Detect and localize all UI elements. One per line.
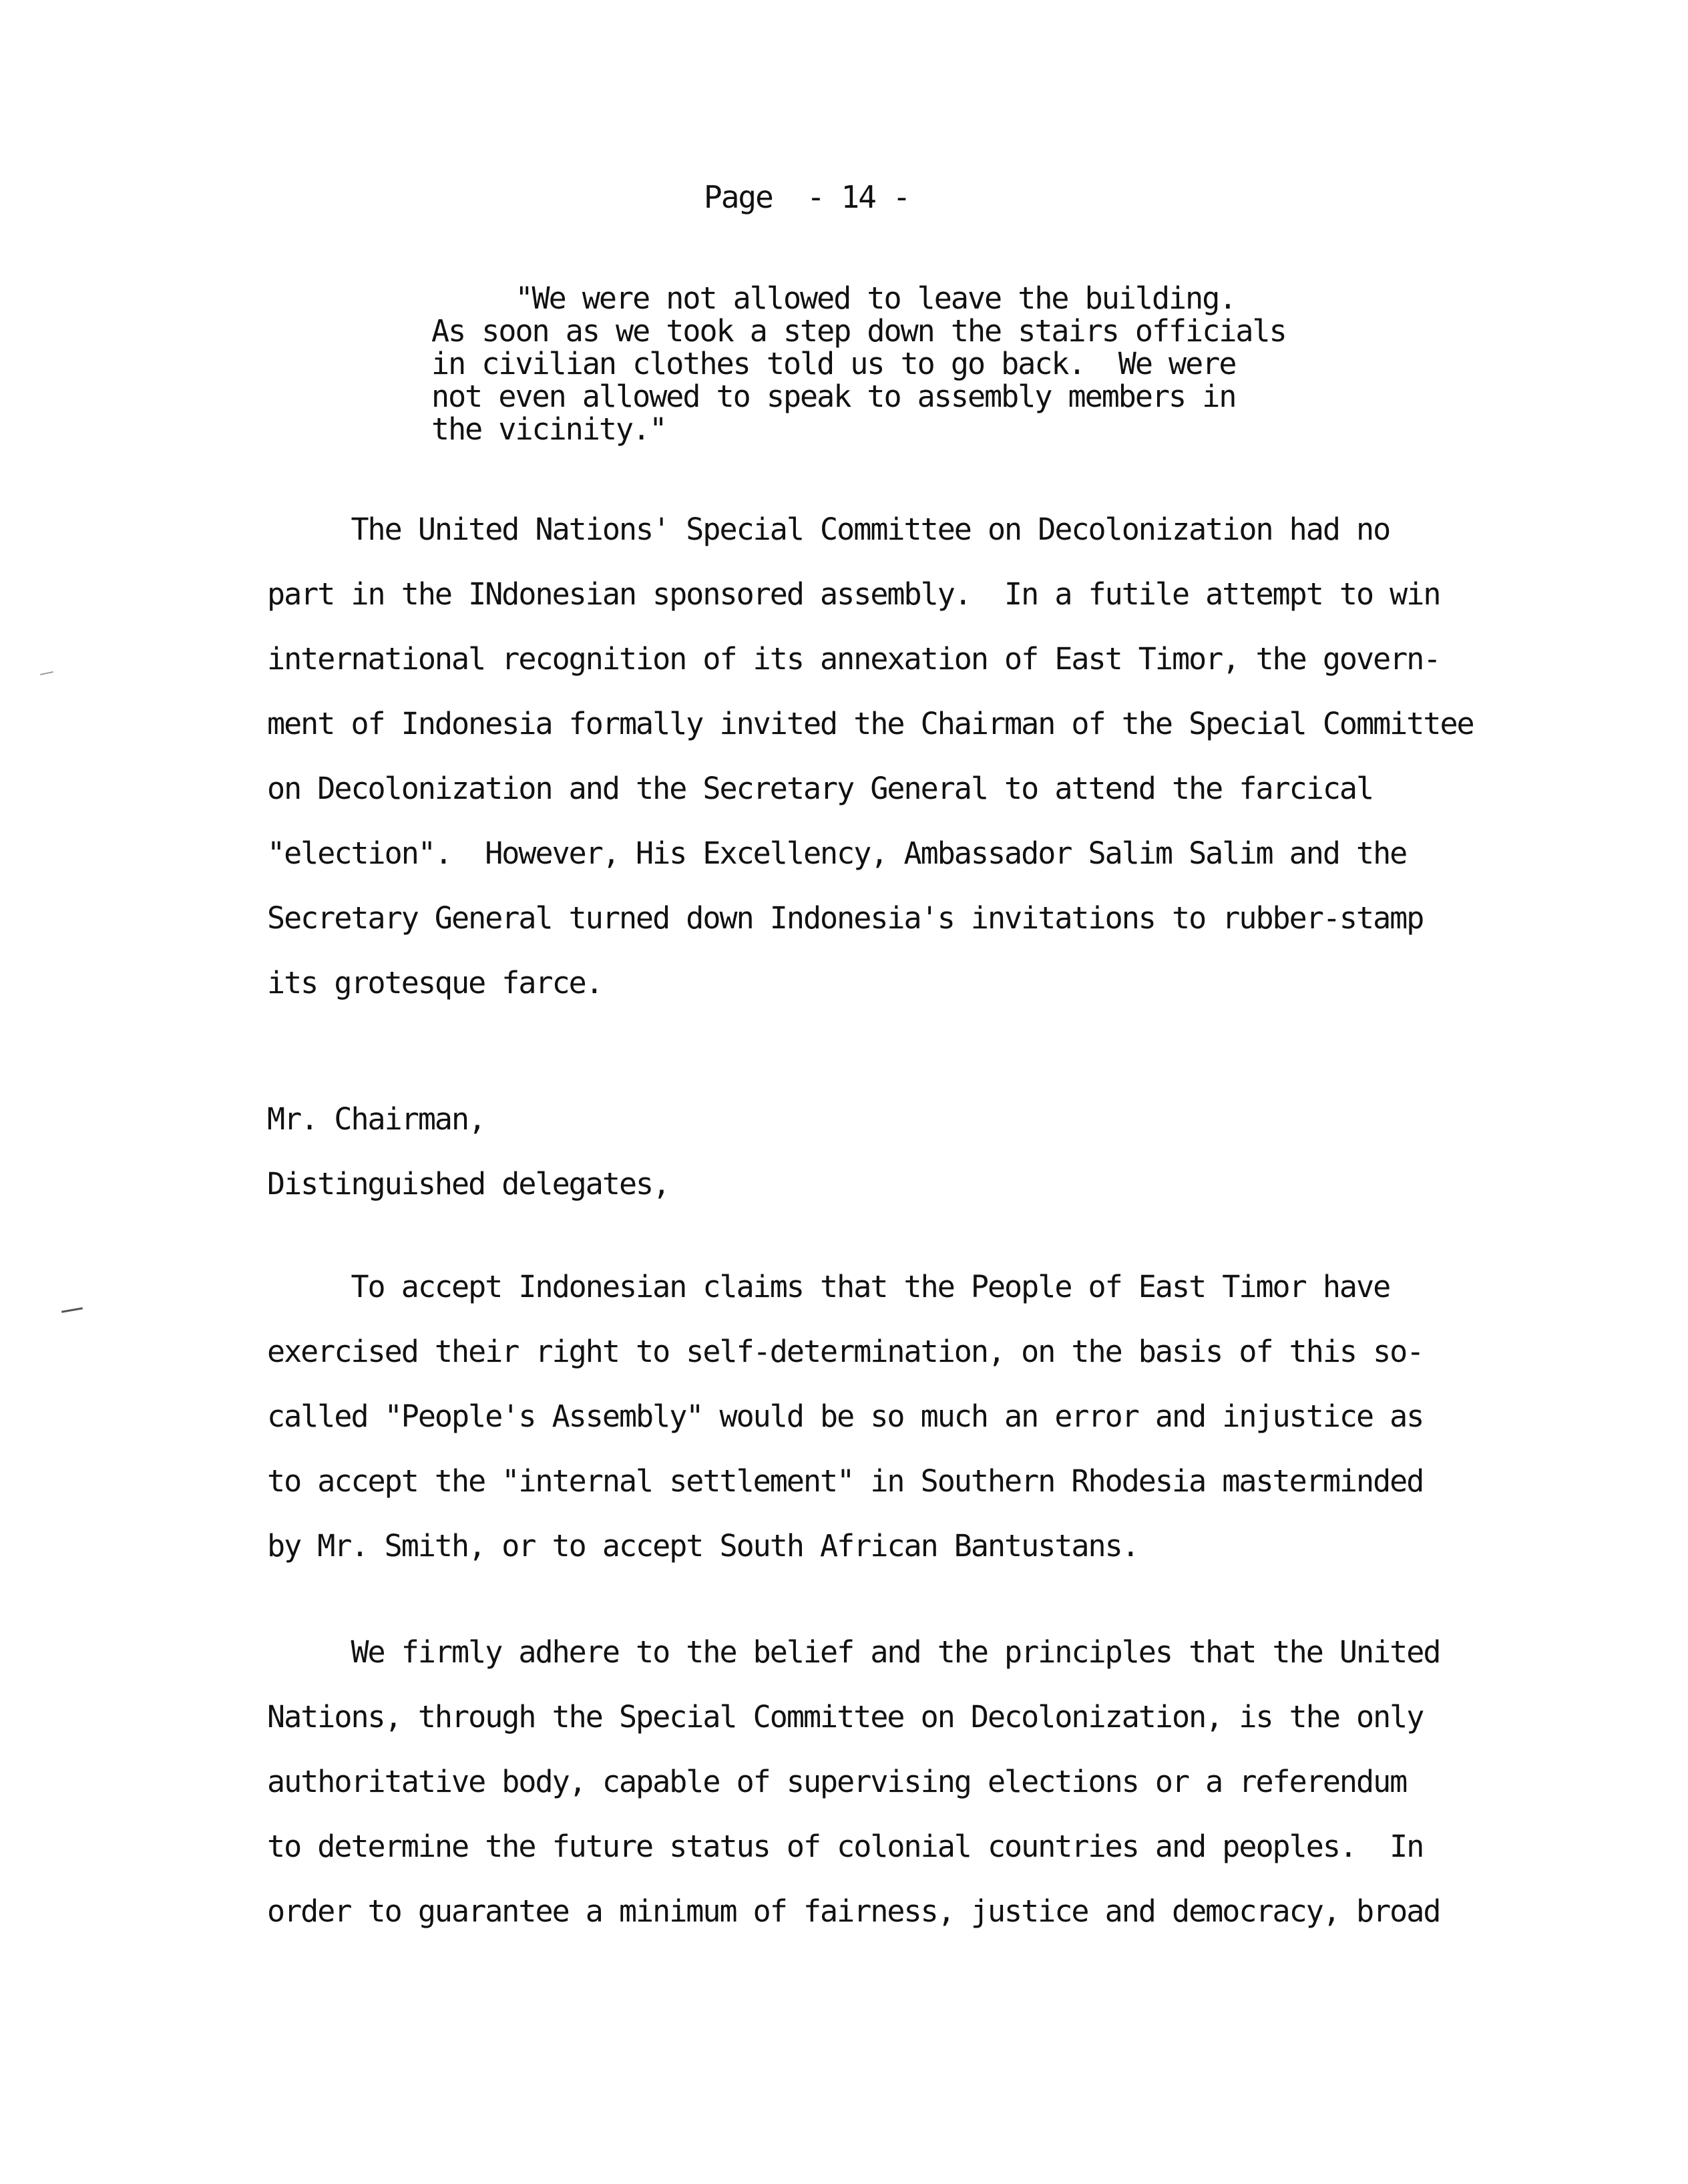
paragraph-line: Nations, through the Special Committee on Decolonization, is the only	[267, 1699, 1424, 1735]
paragraph-line: "election". However, His Excellency, Ambassador Salim Salim and the	[267, 836, 1407, 871]
paragraph-line: to accept the "internal settlement" in Southern Rhodesia masterminded	[267, 1463, 1424, 1499]
quote-line: the vicinity."	[431, 411, 666, 447]
paragraph-line: order to guarantee a minimum of fairness, justice and democracy, broad	[267, 1893, 1440, 1929]
paragraph-line: Secretary General turned down Indonesia's invitations to rubber-stamp	[267, 900, 1424, 936]
paragraph-line: exercised their right to self-determination, on the basis of this so-	[267, 1334, 1424, 1369]
salutation-line: Distinguished delegates,	[267, 1166, 670, 1202]
paragraph-line: called "People's Assembly" would be so much an error and injustice as	[267, 1399, 1424, 1434]
scan-mark	[61, 1307, 83, 1313]
paragraph-line: ment of Indonesia formally invited the Chairman of the Special Committee	[267, 706, 1474, 741]
paragraph-line: part in the INdonesian sponsored assembly. In a futile attempt to win	[267, 576, 1440, 612]
page-header: Page - 14 -	[704, 179, 910, 215]
quote-line: As soon as we took a step down the stairs officials	[431, 313, 1286, 349]
quote-line: "We were not allowed to leave the building.	[431, 281, 1236, 316]
paragraph-line: on Decolonization and the Secretary General to attend the farcical	[267, 771, 1374, 806]
paragraph-line: To accept Indonesian claims that the People of East Timor have	[267, 1269, 1390, 1304]
paragraph-line: authoritative body, capable of supervising elections or a referendum	[267, 1764, 1407, 1799]
paragraph-line: The United Nations' Special Committee on Decolonization had no	[267, 512, 1390, 547]
scan-mark	[40, 671, 53, 675]
quote-line: in civilian clothes told us to go back. We were	[431, 346, 1236, 381]
quote-line: not even allowed to speak to assembly members in	[431, 379, 1236, 414]
paragraph-line: its grotesque farce.	[267, 965, 602, 1000]
paragraph-line: to determine the future status of colonial countries and peoples. In	[267, 1829, 1424, 1864]
salutation-line: Mr. Chairman,	[267, 1101, 485, 1137]
paragraph-line: international recognition of its annexation of East Timor, the govern-	[267, 641, 1440, 677]
paragraph-line: We firmly adhere to the belief and the principles that the United	[267, 1634, 1440, 1670]
paragraph-line: by Mr. Smith, or to accept South African Bantustans.	[267, 1528, 1138, 1564]
